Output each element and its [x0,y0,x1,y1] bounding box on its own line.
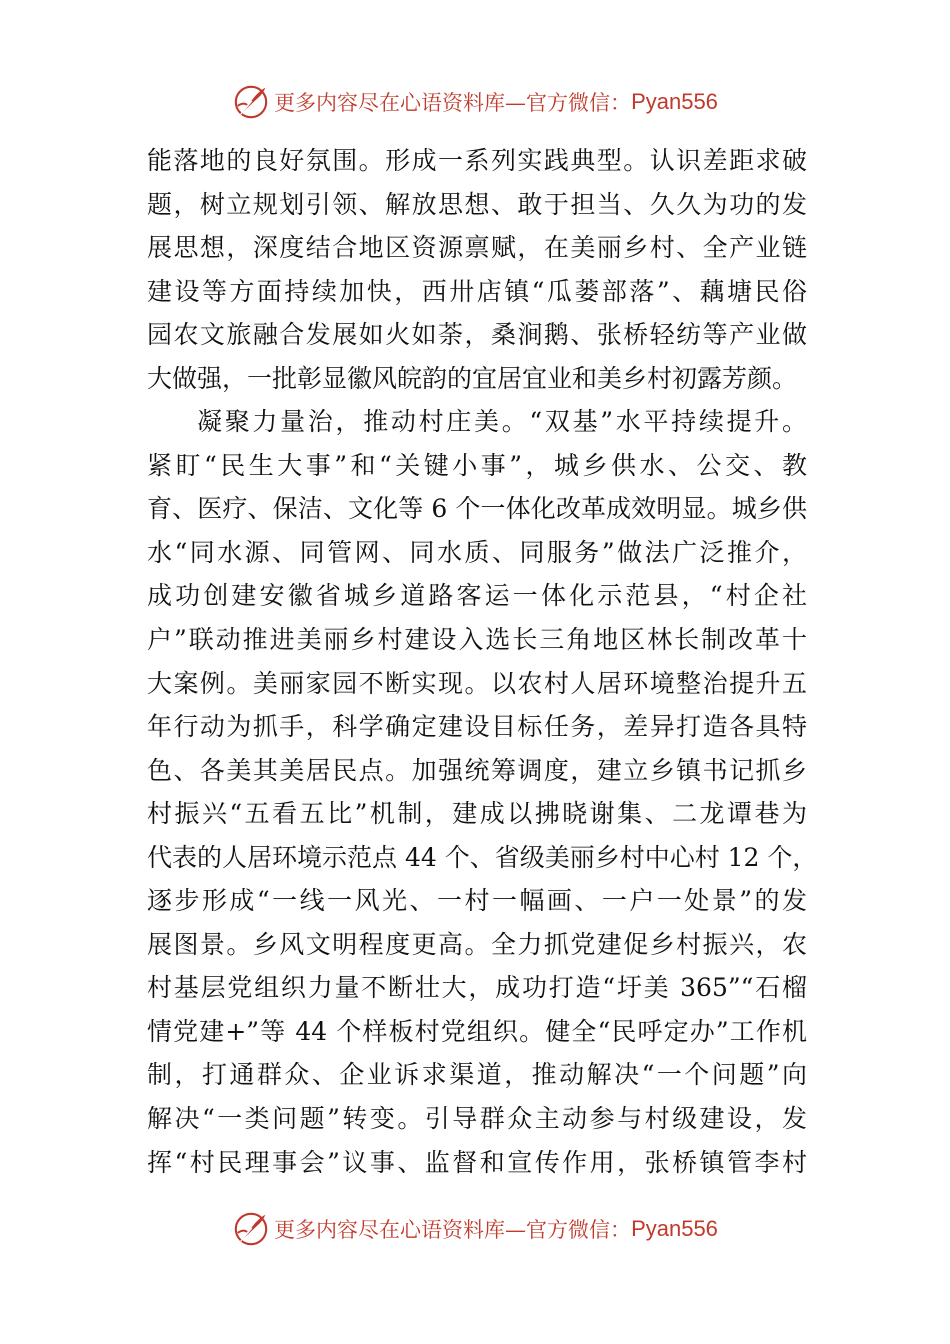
text-line: 挥“村民理事会”议事、监督和宣传作用，张桥镇管李村 [147,1147,807,1177]
quill-logo-icon [232,83,270,121]
text-line: 展思想，深度结合地区资源禀赋，在美丽乡村、全产业链 [147,233,807,263]
text-line: 题，树立规划引领、解放思想、敢于担当、久久为功的发 [147,189,807,219]
text-line: 大做强，一批彰显徽风皖韵的宜居宜业和美乡村初露芳颜。 [147,363,798,393]
text-line: 年行动为抓手，科学确定建设目标任务，差异打造各具特 [147,712,807,742]
text-line: 色、各美其美居民点。加强统筹调度，建立乡镇书记抓乡 [147,755,807,785]
text-line: 户”联动推进美丽乡村建设入选长三角地区林长制改革十 [147,625,807,655]
text-line: 大案例。美丽家园不断实现。以农村人居环境整治提升五 [147,668,807,698]
text-line: 紧盯“民生大事”和“关键小事”，城乡供水、公交、教 [147,450,807,480]
header-banner [0,80,950,124]
text-line: 解决“一类问题”转变。引导群众主动参与村级建设，发 [147,1104,807,1134]
text-line: 水“同水源、同管网、同水质、同服务”做法广泛推介， [147,537,807,567]
text-line: 育、医疗、保洁、文化等 6 个一体化改革成效明显。城乡供 [147,494,807,524]
text-line: 成功创建安徽省城乡道路客运一体化示范县，“村企社 [147,581,807,611]
text-line: 展图景。乡风文明程度更高。全力抓党建促乡村振兴，农 [147,929,807,959]
header-wechat-id: Pyan556 [631,89,718,114]
text-line: 村基层党组织力量不断壮大，成功打造“圩美 365”“石榴 [147,973,807,1003]
text-line: 园农文旅融合发展如火如荼，桑涧鹅、张桥轻纺等产业做 [147,320,807,350]
paragraph-start-line: 凝聚力量治，推动村庄美。“双基”水平持续提升。 [197,407,807,437]
text-line: 制，打通群众、企业诉求渠道，推动解决“一个问题”向 [147,1060,807,1090]
footer-wechat-id: Pyan556 [631,1216,718,1241]
text-line: 代表的人居环境示范点 44 个、省级美丽乡村中心村 12 个， [147,842,818,872]
quill-logo-icon [232,1210,270,1248]
footer-banner [0,1207,950,1251]
document-body [147,139,818,1184]
text-line: 能落地的良好氛围。形成一系列实践典型。认识差距求破 [147,146,807,175]
text-line: 情党建+”等 44 个样板村党组织。健全“民呼定办”工作机 [147,1016,807,1046]
text-line: 建设等方面持续加快，西卅店镇“瓜蒌部落”、藕塘民俗 [147,276,807,306]
header-banner-text: 更多内容尽在心语资料库—官方微信： [274,91,632,115]
text-line: 村振兴“五看五比”机制，建成以拂晓谢集、二龙谭巷为 [147,799,807,829]
footer-banner-text: 更多内容尽在心语资料库—官方微信： [274,1218,632,1242]
text-line: 逐步形成“一线一风光、一村一幅画、一户一处景”的发 [147,886,807,916]
